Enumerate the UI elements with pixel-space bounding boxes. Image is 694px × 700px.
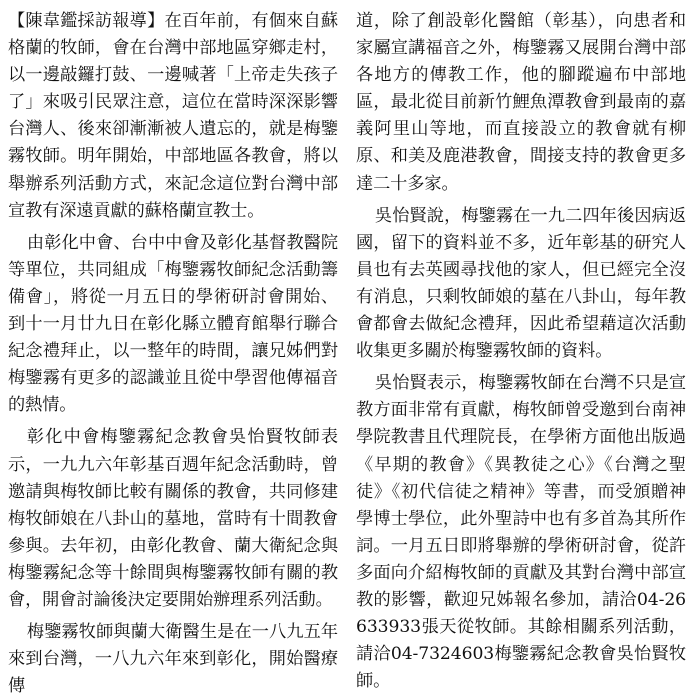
paragraph-organizers: 由彰化中會、台中中會及彰化基督教醫院等單位，共同組成「梅鑒霧牧師紀念活動籌備會」，將從一月五日的學術研討會開始、到十一月廿九日在彰化縣立體育館舉行聯合紀念禮拜止，以一整年的時間，讓兄姊們對梅鑒霧有更多的認識並且從中學習他傳福音的熱情。 [8,232,338,416]
paragraph-intro: 【陳韋鑑採訪報導】在百年前，有個來自蘇格蘭的牧師，會在台灣中部地區穿鄉走村，以一邊敲鑼打鼓、一邊喊著「上帝走失孩子了」來吸引民眾注意，這位在當時深深影響台灣人、後來卻漸漸被人遺忘的，就是梅鑒霧牧師。明年開始，中部地區各教會，將以舉辦系列活動方式，來記念這位對台灣中部宣教有深遠貢獻的蘇格蘭宣教士。 [8,11,338,221]
right-column [356,8,686,692]
paragraph-contributions: 吳怡賢表示，梅鑒霧牧師在台灣不只是宣教方面非常有貢獻，梅牧師曾受邀到台南神學院教書且代理院長，在學術方面他出版過《早期的教會》《異教徒之心》《台灣之聖徒》《初代信徒之精神》等書，而受頒贈神學博士學位，此外聖詩中也有多首為其所作詞。一月五日即將舉辦的學術研討會，從許多面向介紹梅牧師的貢獻及其對台灣中部宣教的影響，歡迎兄姊報名參加，請洽04-26633933張天從牧師。其餘相關系列活動，請洽04-7324603梅鑒霧紀念教會吳怡賢牧師。 [356,373,686,692]
left-column [8,8,338,697]
paragraph-history-continued: 道，除了創設彰化醫館（彰基），向患者和家屬宣講福音之外，梅鑒霧又展開台灣中部各地方的傳教工作，他的腳蹤遍布中部地區，最北從目前新竹鯉魚潭教會到最南的嘉義阿里山等地，而直接設立的教會就有柳原、和美及鹿港教會，間接支持的教會更多達二十多家。 [356,11,686,194]
paragraph-history-start: 梅鑒霧牧師與蘭大衛醫生是在一八九五年來到台灣，一八九六年來到彰化，開始醫療傳 [8,622,338,697]
paragraph-records: 吳怡賢說，梅鑒霧在一九二四年後因病返國，留下的資料並不多，近年彰基的研究人員也有去英國尋找他的家人，但已經完全沒有消息，只剩牧師娘的墓在八卦山，每年教會都會去做紀念禮拜，因此希望藉這次活動收集更多關於梅鑒霧牧師的資料。 [356,205,686,362]
paragraph-pastor-statement: 彰化中會梅鑒霧紀念教會吳怡賢牧師表示，一九九六年彰基百週年紀念活動時，曾邀請與梅牧師比較有關係的教會，共同修建梅牧師娘在八卦山的墓地，當時有十間教會參與。去年初，由彰化教會、蘭大衛紀念與梅鑒霧紀念等十餘間與梅鑒霧牧師有關的教會，開會討論後決定要開始辦理系列活動。 [8,427,338,610]
